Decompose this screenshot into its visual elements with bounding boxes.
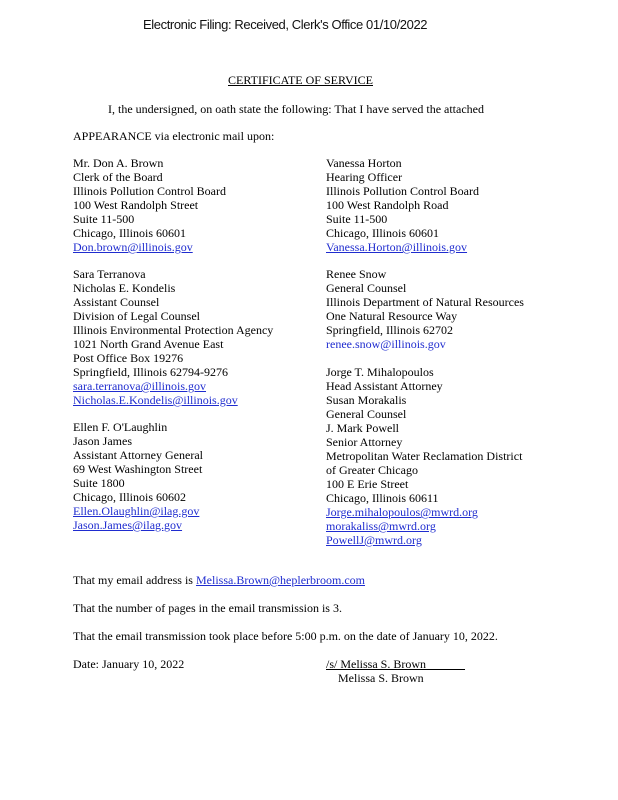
line: Sara Terranova xyxy=(73,267,146,281)
line: Jason James xyxy=(73,434,132,448)
signature-name: Melissa S. Brown xyxy=(338,671,424,685)
signature-line: /s/ Melissa S. Brown xyxy=(326,657,427,671)
line: Susan Morakalis xyxy=(326,393,407,407)
line: Suite 1800 xyxy=(73,476,125,490)
line: Assistant Attorney General xyxy=(73,448,203,462)
document-title: CERTIFICATE OF SERVICE xyxy=(228,73,373,87)
line: General Counsel xyxy=(326,281,407,295)
line: Nicholas E. Kondelis xyxy=(73,281,176,295)
line: Springfield, Illinois 62702 xyxy=(326,323,453,337)
line: Illinois Department of Natural Resources xyxy=(326,295,524,309)
email-link[interactable]: morakaliss@mwrd.org xyxy=(326,519,436,533)
line: Jorge T. Mihalopoulos xyxy=(326,365,434,379)
recipient-block-clerk xyxy=(73,156,226,254)
recipient-block-hearing-officer xyxy=(326,156,479,254)
email-link[interactable]: Nicholas.E.Kondelis@illinois.gov xyxy=(73,393,238,407)
line: Renee Snow xyxy=(326,267,387,281)
email-link[interactable]: sara.terranova@illinois.gov xyxy=(73,379,207,393)
recipient-block-idnr xyxy=(326,267,524,351)
email-link[interactable]: Vanessa.Horton@illinois.gov xyxy=(326,240,468,254)
line: 100 West Randolph Street xyxy=(73,198,199,212)
line: Suite 11-500 xyxy=(73,212,135,226)
line: Division of Legal Counsel xyxy=(73,309,200,323)
line: Chicago, Illinois 60602 xyxy=(73,490,186,504)
recipient-block-attorney-general xyxy=(73,420,203,532)
line: J. Mark Powell xyxy=(326,421,399,435)
line: Clerk of the Board xyxy=(73,170,163,184)
intro-paragraph: I, the undersigned, on oath state the following: That I have served the attached xyxy=(108,102,484,116)
appearance-line: APPEARANCE via electronic mail upon: xyxy=(73,129,275,143)
line: Senior Attorney xyxy=(326,435,403,449)
recipient-block-mwrd xyxy=(326,365,522,547)
line: Metropolitan Water Reclamation District xyxy=(326,449,523,463)
line: Illinois Pollution Control Board xyxy=(326,184,480,198)
pages-statement: That the number of pages in the email transmission is 3. xyxy=(73,601,342,615)
date-line: Date: January 10, 2022 xyxy=(73,657,185,671)
email-link[interactable]: PowellJ@mwrd.org xyxy=(326,533,422,547)
email-link[interactable]: Jason.James@ilag.gov xyxy=(73,518,183,532)
email-text[interactable]: renee.snow@illinois.gov xyxy=(326,337,446,351)
email-link[interactable]: Jorge.mihalopoulos@mwrd.org xyxy=(326,505,478,519)
line: Springfield, Illinois 62794-9276 xyxy=(73,365,228,379)
line: Mr. Don A. Brown xyxy=(73,156,164,170)
line: Chicago, Illinois 60611 xyxy=(326,491,439,505)
line: Post Office Box 19276 xyxy=(73,351,184,365)
line: Chicago, Illinois 60601 xyxy=(73,226,186,240)
electronic-filing-header: Electronic Filing: Received, Clerk's Office 01/10/2022 xyxy=(143,17,428,32)
line: 69 West Washington Street xyxy=(73,462,203,476)
line: Illinois Pollution Control Board xyxy=(73,184,227,198)
line: Vanessa Horton xyxy=(326,156,402,170)
line: Assistant Counsel xyxy=(73,295,160,309)
line: of Greater Chicago xyxy=(326,463,418,477)
email-link[interactable]: Ellen.Olaughlin@ilag.gov xyxy=(73,504,200,518)
line: Ellen F. O'Laughlin xyxy=(73,420,168,434)
line: Chicago, Illinois 60601 xyxy=(326,226,439,240)
line: 100 E Erie Street xyxy=(326,477,409,491)
line: Head Assistant Attorney xyxy=(326,379,443,393)
email-link[interactable]: Don.brown@illinois.gov xyxy=(73,240,193,254)
time-statement: That the email transmission took place before 5:00 p.m. on the date of January 10, 2022. xyxy=(73,629,498,643)
line: One Natural Resource Way xyxy=(326,309,458,323)
line: Hearing Officer xyxy=(326,170,403,184)
recipient-block-iepa xyxy=(73,267,273,407)
line: General Counsel xyxy=(326,407,407,421)
signature-block xyxy=(326,657,465,685)
email-address-statement: That my email address is Melissa.Brown@heplerbroom.com xyxy=(73,573,366,587)
sender-email-link[interactable]: Melissa.Brown@heplerbroom.com xyxy=(195,573,366,587)
line: 1021 North Grand Avenue East xyxy=(73,337,224,351)
line: Suite 11-500 xyxy=(326,212,388,226)
line: Illinois Environmental Protection Agency xyxy=(73,323,274,337)
line: 100 West Randolph Road xyxy=(326,198,449,212)
